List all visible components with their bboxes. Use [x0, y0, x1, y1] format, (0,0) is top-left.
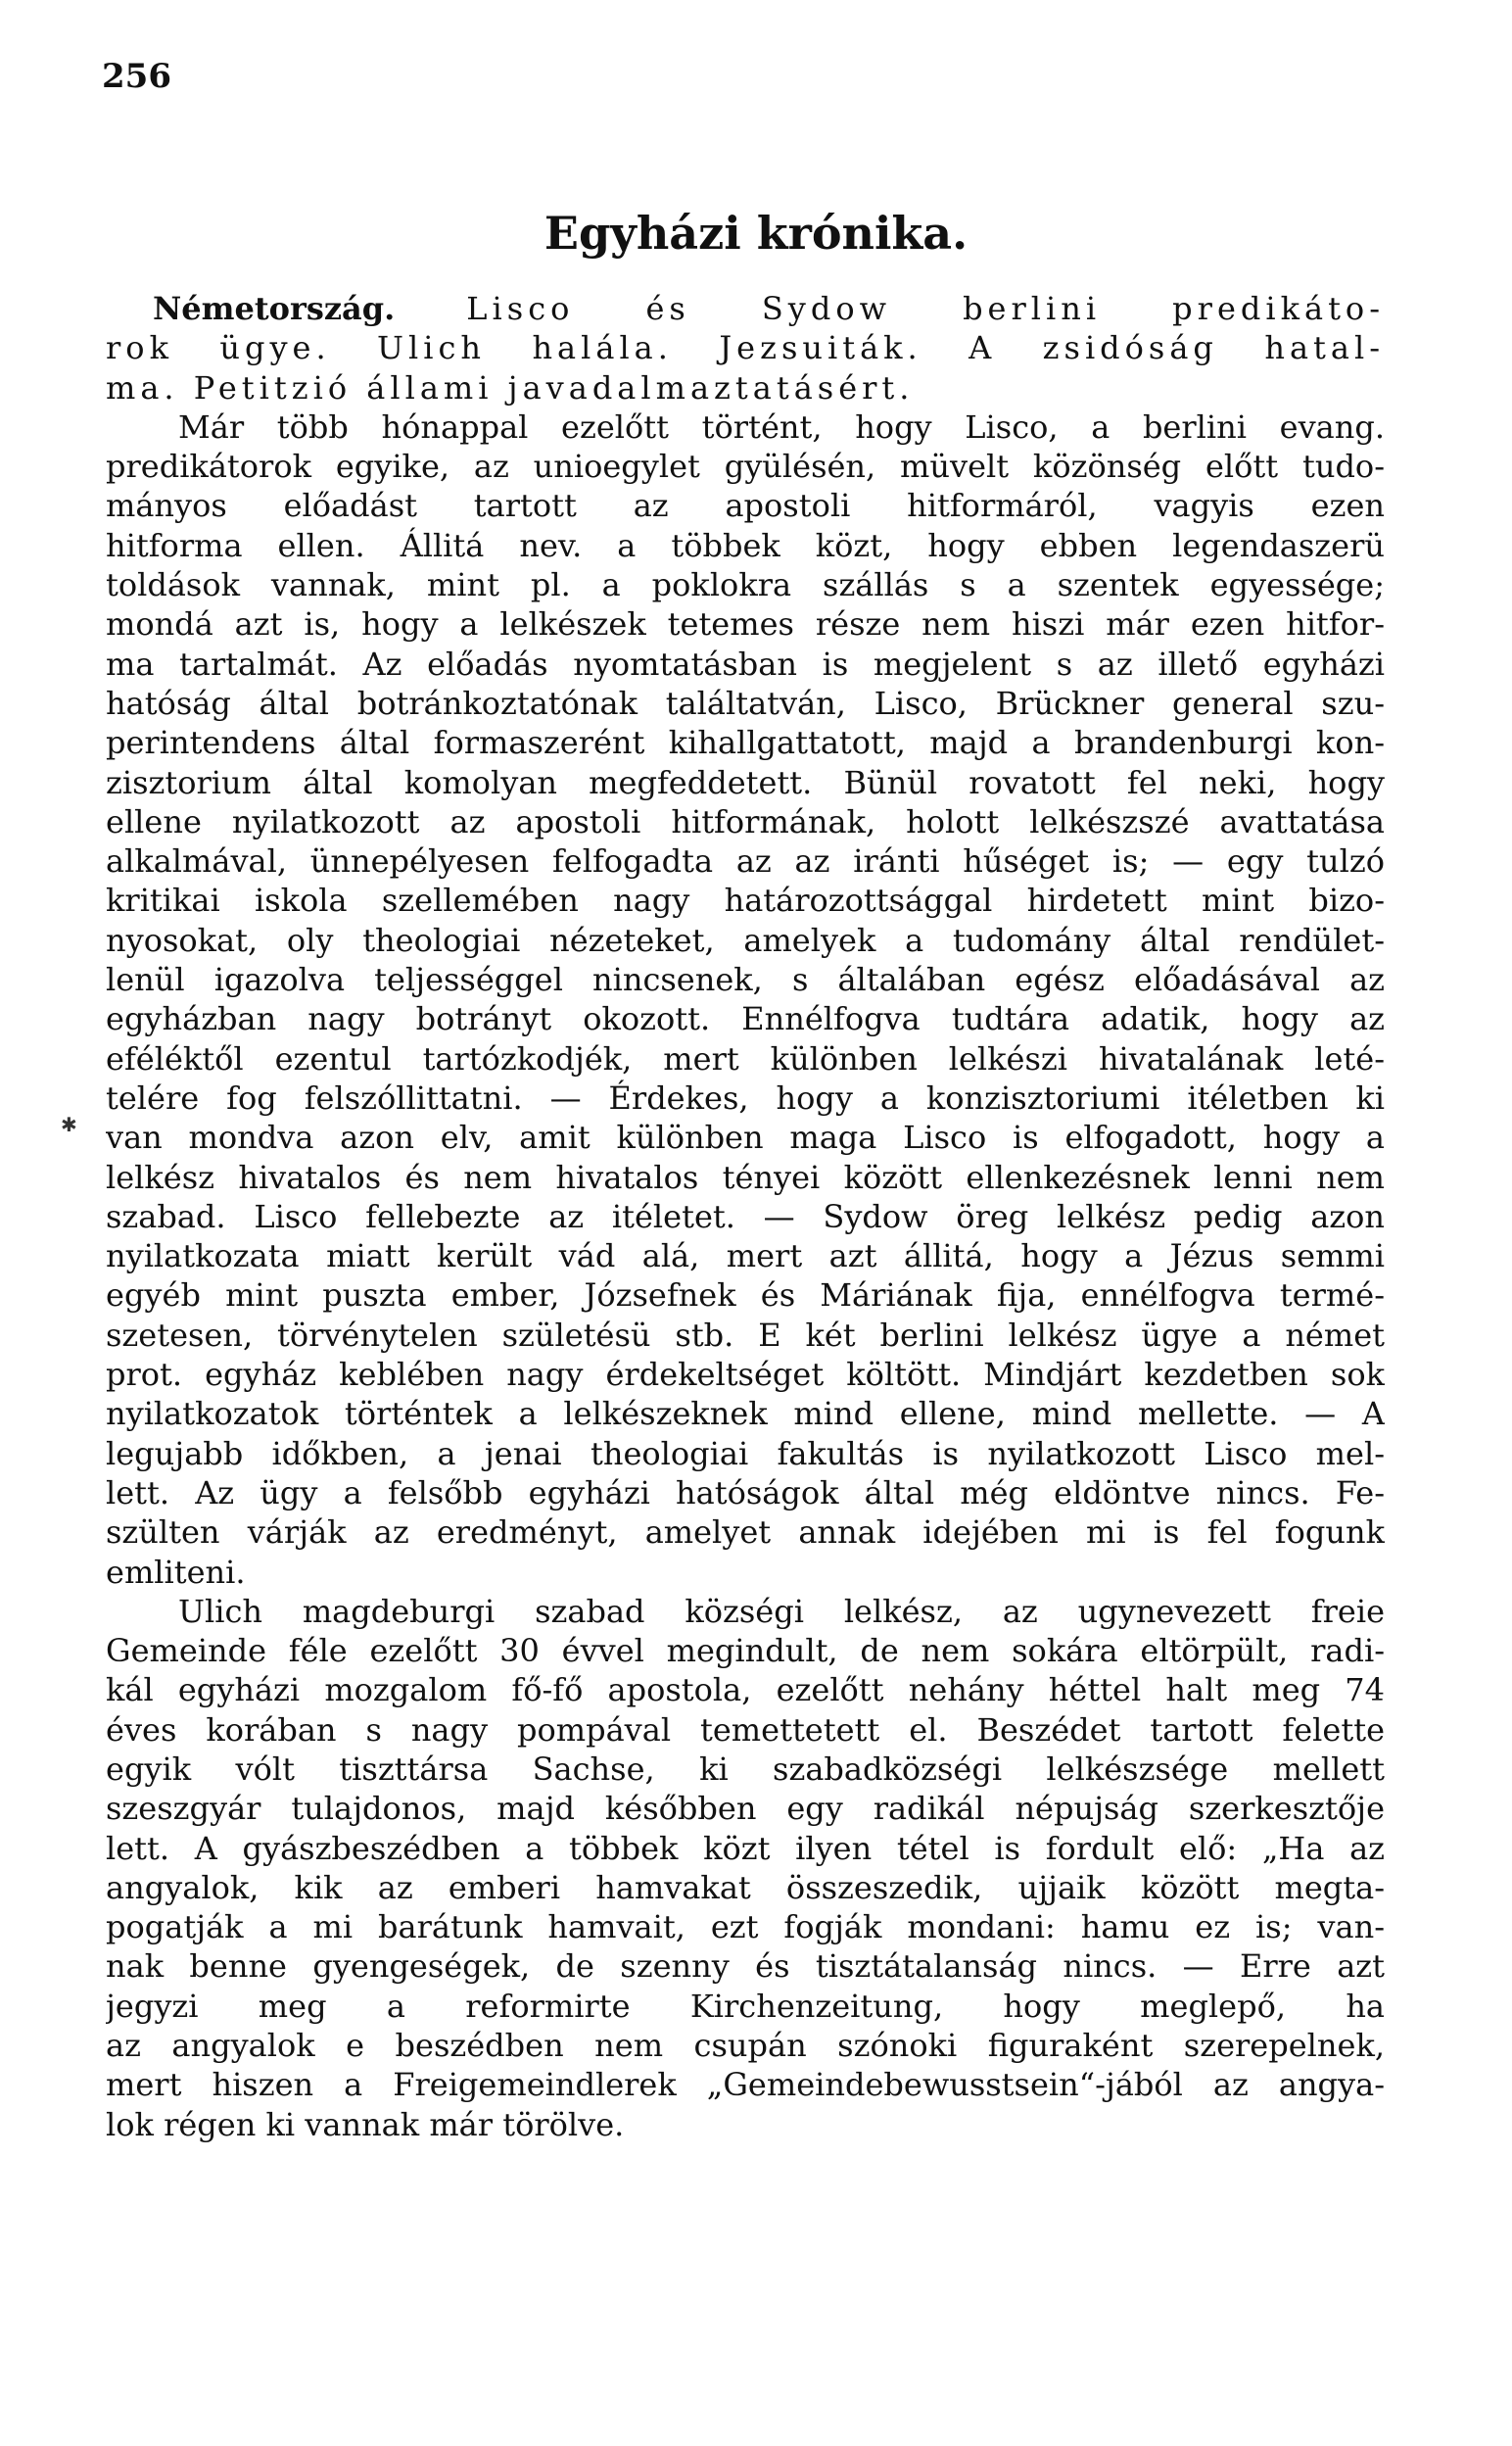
text-line: hitforma ellen. Állitá nev. a többek közt, hogy ebben legendaszerü [106, 526, 1385, 564]
page-number: 256 [102, 57, 171, 96]
text-line: egyik vólt tiszttársa Sachse, ki szabadközségi lelkészsége mellett [106, 1750, 1385, 1788]
text-line: mányos előadást tartott az apostoli hitformáról, vagyis ezen [106, 487, 1385, 525]
text-line: rok ügye. Ulich halála. Jezsuiták. A zsidóság hatal- [106, 329, 1385, 367]
text-line: ellene nyilatkozott az apostoli hitformának, holott lelkészszé avattatása [106, 802, 1385, 840]
text-line: kritikai iskola szellemében nagy határozottsággal hirdetett mint bizo- [106, 882, 1385, 920]
text-line: ma tartalmát. Az előadás nyomtatásban is megjelent s az illető egyházi [106, 645, 1385, 683]
text-line: telére fog felszóllittatni. — Érdekes, hogy a konzisztoriumi itéletben ki [106, 1079, 1385, 1117]
text-line: szabad. Lisco fellebezte az itéletet. — Sydow öreg lelkész pedig azon [106, 1197, 1385, 1235]
text-line: van mondva azon elv, amit különben maga Lisco is elfogadott, hogy a [106, 1119, 1385, 1157]
text-line: kál egyházi mozgalom fő-fő apostola, ezelőtt nehány héttel halt meg 74 [106, 1671, 1385, 1709]
text-line: prot. egyház keblében nagy érdekeltséget költött. Mindjárt kezdetben sok [106, 1356, 1385, 1394]
text-line: lok régen ki vannak már törölve. [106, 2105, 625, 2143]
text-line: egyházban nagy botrányt okozott. Ennélfogva tudtára adatik, hogy az [106, 1000, 1385, 1038]
text-line: zisztorium által komolyan megfeddetett. Bünül rovatott fel neki, hogy [106, 763, 1385, 801]
text-line: lelkész hivatalos és nem hivatalos tényei között ellenkezésnek lenni nem [106, 1158, 1385, 1196]
text-line: szülten várják az eredményt, amelyet annak idejében mi is fel fogunk [106, 1513, 1385, 1552]
text-line: nyosokat, oly theologiai nézeteket, amelyek a tudomány által rendület- [106, 921, 1385, 959]
section-summary: Lisco és Sydow berlini predikáto- [395, 290, 1385, 327]
text-line: nyilatkozatok történtek a lelkészeknek mind ellene, mind mellette. — A [106, 1395, 1385, 1433]
text-line: szeszgyár tulajdonos, majd későbben egy radikál népujság szerkesztője [106, 1790, 1385, 1828]
text-line: szetesen, törvénytelen születésü stb. E két berlini lelkész ügye a német [106, 1316, 1385, 1354]
text-line: hatóság által botránkoztatónak találtatván, Lisco, Brückner general szu- [106, 684, 1385, 722]
text-line: emliteni. [106, 1553, 246, 1591]
text-line: perintendens által formaszerént kihallgattatott, majd a brandenburgi kon- [106, 724, 1385, 762]
article-body [106, 289, 1385, 2144]
text-line: mert hiszen a Freigemeindlerek „Gemeindebewusstsein“-jából az angya- [106, 2066, 1385, 2104]
text-line: Ulich magdeburgi szabad községi lelkész, az ugynevezett freie [178, 1592, 1385, 1630]
text-line: angyalok, kik az emberi hamvakat összeszedik, ujjaik között megta- [106, 1868, 1385, 1906]
text-line: nak benne gyengeségek, de szenny és tisztátalanság nincs. — Erre azt [106, 1947, 1385, 1986]
article-title: Egyházi krónika. [543, 207, 969, 260]
text-line: toldások vannak, mint pl. a poklokra szállás s a szentek egyessége; [106, 566, 1385, 604]
text-line: mondá azt is, hogy a lelkészek tetemes része nem hiszi már ezen hitfor- [106, 605, 1385, 644]
text-line: ma. Petitzió állami javadalmaztatásért. [106, 368, 915, 407]
text-line: egyéb mint puszta ember, Józsefnek és Máriának fija, ennélfogva termé- [106, 1276, 1385, 1315]
text-line: lett. Az ügy a felsőbb egyházi hatóságok által még eldöntve nincs. Fe- [106, 1473, 1385, 1511]
text-line: nyilatkozata miatt került vád alá, mert azt állitá, hogy a Jézus semmi [106, 1237, 1385, 1275]
text-line: pogatják a mi barátunk hamvait, ezt fogják mondani: hamu ez is; van- [106, 1908, 1385, 1946]
text-line: lenül igazolva teljességgel nincsenek, s általában egész előadásával az [106, 961, 1385, 999]
text-line: alkalmával, ünnepélyesen felfogadta az az iránti hűséget is; — egy tulzó [106, 842, 1385, 881]
text-line: lett. A gyászbeszédben a többek közt ilyen tétel is fordult elő: „Ha az [106, 1829, 1385, 1867]
text-line: legujabb időkben, a jenai theologiai fakultás is nyilatkozott Lisco mel- [106, 1434, 1385, 1472]
text-line: eféléktől ezentul tartózkodjék, mert különben lelkészi hivatalának leté- [106, 1039, 1385, 1078]
text-line: az angyalok e beszédben nem csupán szónoki figuraként szerepelnek, [106, 2027, 1385, 2065]
text-line: predikátorok egyike, az unioegylet gyülésén, müvelt közönség előtt tudo- [106, 448, 1385, 486]
text-line: Gemeinde féle ezelőtt 30 évvel megindult, de nem sokára eltörpült, radi- [106, 1632, 1385, 1670]
text-line: jegyzi meg a reformirte Kirchenzeitung, hogy meglepő, ha [106, 1987, 1385, 2025]
text-line [106, 289, 1385, 328]
section-heading: Németország. [153, 290, 396, 327]
text-line: éves korában s nagy pompával temettetett el. Beszédet tartott felette [106, 1710, 1385, 1749]
text-line: Már több hónappal ezelőtt történt, hogy Lisco, a berlini evang. [178, 408, 1385, 446]
margin-mark: ✱ [61, 1113, 77, 1136]
